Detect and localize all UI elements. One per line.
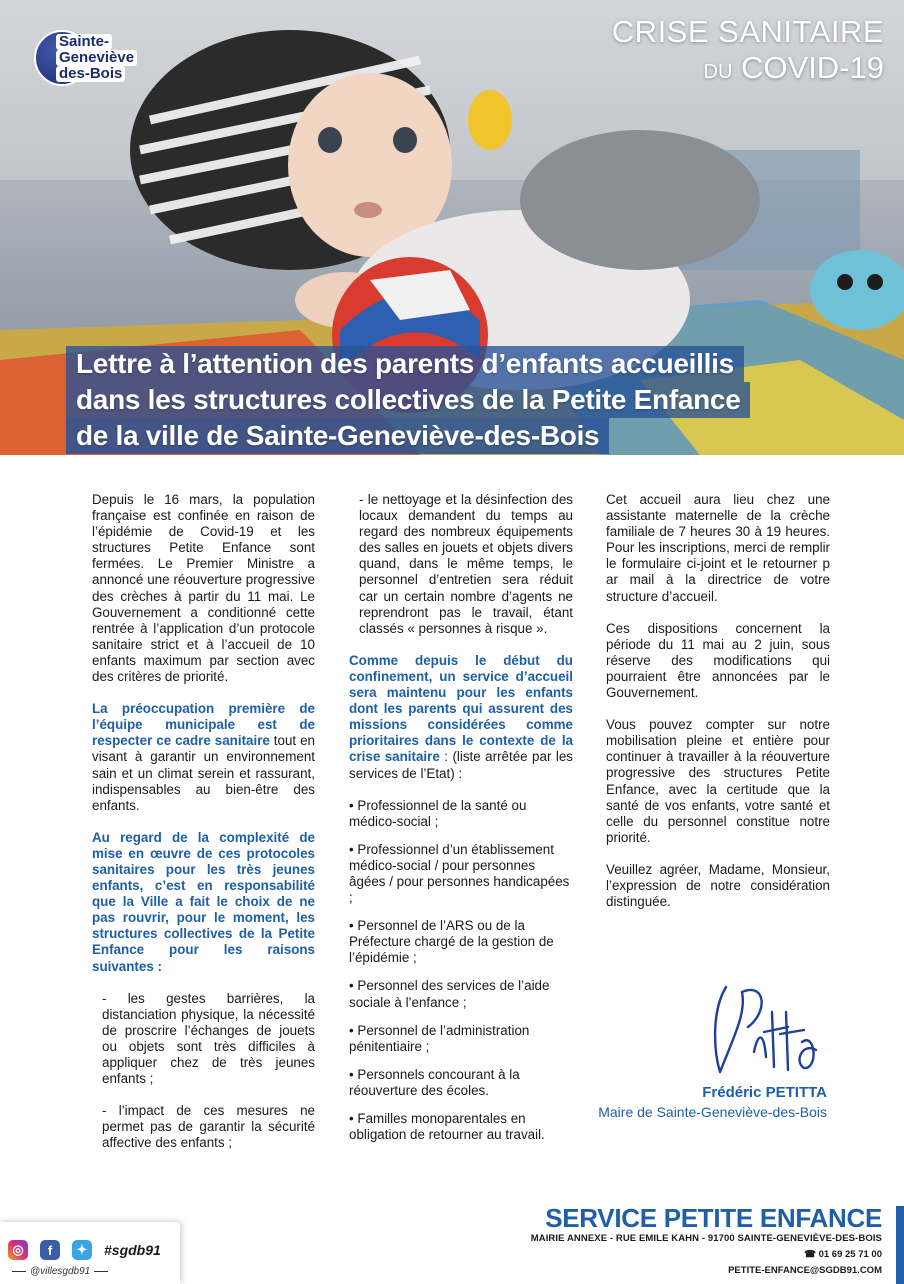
priority-list-item: • Familles monoparentales en obligation de retourner au travail. xyxy=(349,1111,545,1143)
priority-rest: tout en visant à garantir un environnement sain et un climat serein et rassurant, indispensables au bien-être des enfants. xyxy=(92,733,315,813)
priority-list-item: • Professionnel d’un établissement médico-social / pour personnes âgées / pour personnes handicapées ; xyxy=(349,841,570,906)
priority-list-item: • Professionnel de la santé ou médico-social ; xyxy=(349,797,527,829)
priority-list-item: • Personnel de l’administration pénitentiaire ; xyxy=(349,1022,530,1054)
footer-accent-bar xyxy=(896,1206,904,1284)
hashtag: #sgdb91 xyxy=(104,1242,161,1258)
service-address: MAIRIE ANNEXE - RUE EMILE KAHN - 91700 SAINTE-GENEVIÈVE-DES-BOIS xyxy=(530,1233,882,1244)
twitter-icon[interactable]: ✦ xyxy=(72,1240,92,1260)
logo-line2: Geneviève xyxy=(56,50,137,66)
column-2 xyxy=(349,492,573,1155)
reason-item: - les gestes barrières, la distanciation physique, la nécessité de proscrire l’échanges de jouets ou objets sont très difficiles à appliquer chez de très jeunes enfants ; xyxy=(102,990,315,1087)
service-phone: ☎ 01 69 25 71 00 xyxy=(804,1249,882,1260)
social-links xyxy=(8,1240,161,1260)
intro-paragraph: Depuis le 16 mars, la population française est confinée en raison de l’épidémie de Covid-19 et les structures Petite Enfance sont fermées. Le Premier Ministre a annoncé une réouverture progressive des crèches à partir du 11 mai. Le Gouvernement a conditionné cette rentrée à l’application d’un protocole sanitaire strict et à l’accueil de 10 enfants maximum par section avec des critères de priorité. xyxy=(92,492,315,685)
logo-line1: Sainte- xyxy=(56,34,112,50)
city-logo[interactable] xyxy=(34,28,156,92)
mayor-signature xyxy=(706,972,830,1082)
commitment-paragraph: Vous pouvez compter sur notre mobilisation pleine et entière pour continuer à travailler à la réouverture progressive des structures Petite Enfance, avec la certitude que la santé de vos enfants, votre santé et celle du personnel constitue notre priorité. xyxy=(606,717,830,845)
crisis-line1: CRISE SANITAIRE xyxy=(611,14,884,49)
logo-text xyxy=(56,34,137,82)
instagram-icon[interactable]: ◎ xyxy=(8,1240,28,1260)
title-line-2: dans les structures collectives de la Petite Enfance xyxy=(66,382,750,418)
crisis-du: DU xyxy=(703,61,733,83)
signer-role: Maire de Sainte-Geneviève-des-Bois xyxy=(598,1104,827,1120)
hero-photo xyxy=(0,0,904,455)
crisis-heading xyxy=(612,14,884,90)
reception-paragraph xyxy=(349,653,573,782)
priority-list-item: • Personnels concourant à la réouverture des écoles. xyxy=(349,1066,520,1098)
reception-emphasis: Comme depuis le début du confinement, un service d’accueil sera maintenu pour les enfants dont les parents qui assurent des missions considérées comme prioritaires dans le contexte de la crise sanitaire xyxy=(349,652,573,765)
letter-title xyxy=(66,346,750,454)
signer-block xyxy=(598,1084,827,1122)
column-3 xyxy=(606,492,830,926)
service-title: SERVICE PETITE ENFANCE xyxy=(545,1203,882,1233)
crisis-covid: COVID-19 xyxy=(741,50,884,85)
priority-list-item: • Personnel des services de l’aide sociale à l’enfance ; xyxy=(349,978,550,1010)
logo-line3: des-Bois xyxy=(56,66,125,82)
priority-list-item: • Personnel de l’ARS ou de la Préfecture chargé de la gestion de l’épidémie ; xyxy=(349,918,554,966)
service-contact xyxy=(531,1204,882,1278)
signer-name: Frédéric PETITTA xyxy=(702,1084,827,1101)
social-handle: @villesgdb91 xyxy=(8,1266,112,1277)
reason-item: - le nettoyage et la désinfection des locaux demandent du temps au regard des nombreux équipements des salles en jouets et objets divers quand, dans le même temps, le personnel d’entretien sera réduit car un certain nombre d’agents ne reprendront pas le travail, étant classés « personnes à risque ». xyxy=(359,492,573,636)
facebook-icon[interactable]: f xyxy=(40,1240,60,1260)
childminder-paragraph: Cet accueil aura lieu chez une assistante maternelle de la crèche familiale de 7 heures 30 à 19 heures. Pour les inscriptions, merci de remplir le formulaire ci-joint et le retourner p ar mail à la directrice de votre structure d’accueil. xyxy=(606,492,830,604)
title-line-3: de la ville de Sainte-Geneviève-des-Bois xyxy=(66,418,609,454)
reception-rest: : (liste arrêtée par les services de l’Etat) : xyxy=(349,749,573,781)
service-email[interactable]: PETITE-ENFANCE@SGDB91.COM xyxy=(728,1265,882,1276)
priority-paragraph xyxy=(92,701,315,814)
priority-emphasis: La préoccupation première de l’équipe municipale est de respecter ce cadre sanitaire xyxy=(92,701,315,749)
column-1 xyxy=(92,492,315,1167)
crisis-line2 xyxy=(612,50,884,90)
title-line-1: Lettre à l’attention des parents d’enfants accueillis xyxy=(66,346,744,382)
reason-item: - l’impact de ces mesures ne permet pas de garantir la sécurité affective des enfants ; xyxy=(102,1103,315,1151)
closing-paragraph: Veuillez agréer, Madame, Monsieur, l’expression de notre considération distinguée. xyxy=(606,861,830,910)
decision-paragraph: Au regard de la complexité de mise en œuvre de ces protocoles sanitaires pour les très jeunes enfants, c’est en responsabilité que la Ville a fait le choix de ne pas rouvrir, pour le moment, les structures collectives de la Petite Enfance pour les raisons suivantes : xyxy=(92,829,315,974)
period-paragraph: Ces dispositions concernent la période du 11 mai au 2 juin, sous réserve des modifications qui pourraient être annoncées par le Gouvernement. xyxy=(606,620,830,701)
